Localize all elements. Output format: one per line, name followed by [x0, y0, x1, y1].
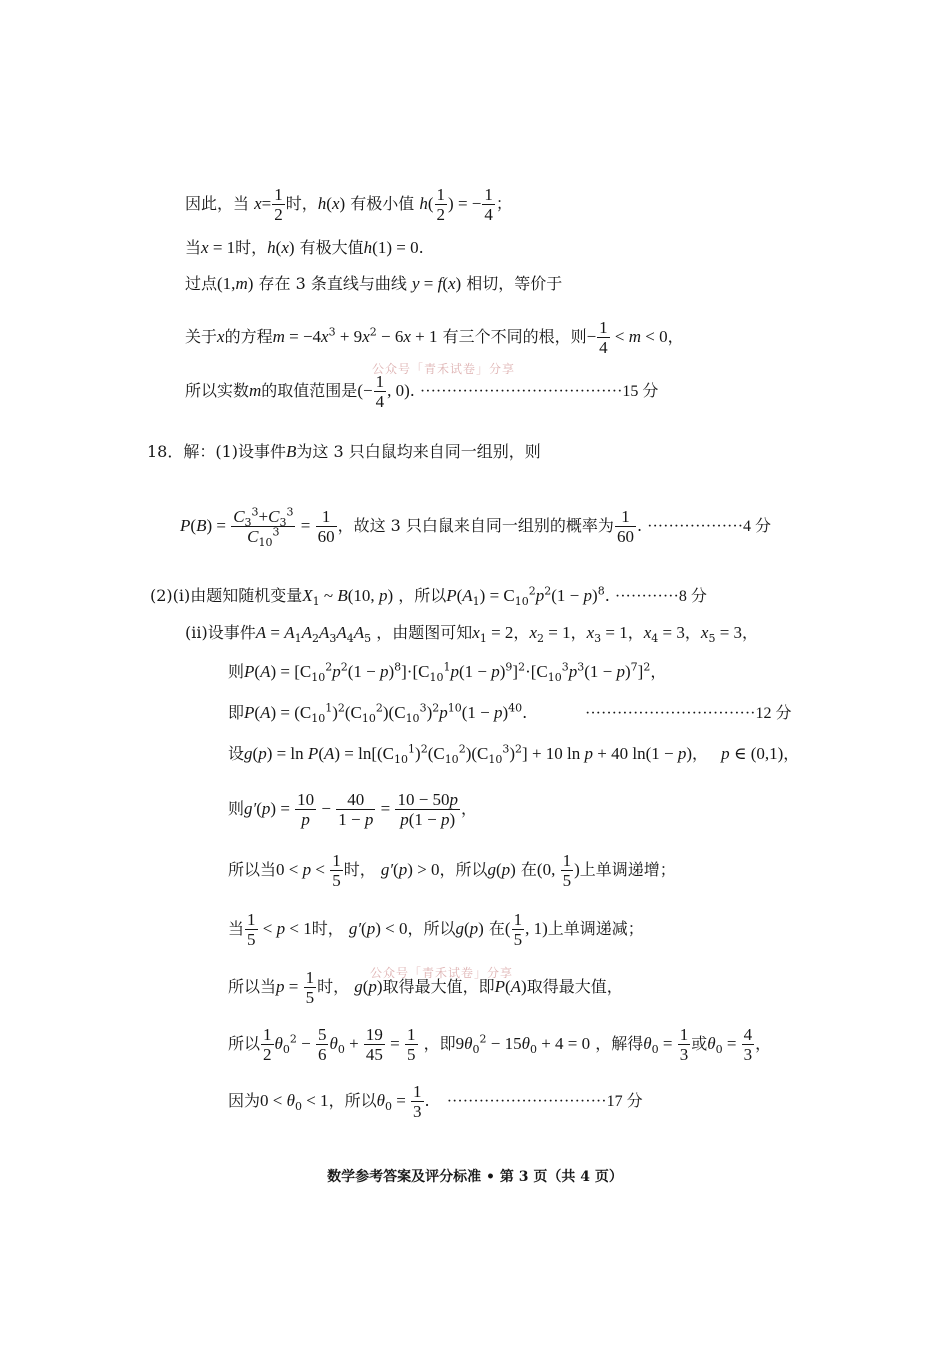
- score-17: 17 分: [606, 1093, 643, 1110]
- line-18-pa: 则$P(A) = [C_{10}^2p^2(1 - p)^8]\cdot[C_{10}^1p(1 - p)^9]^2\cdot[C_{10}^3p^3(1 - p)^7]^2$，: [228, 660, 667, 685]
- line-18-head: 18．解：(1)设事件B为这 3 只白鼠均来自同一组别，则: [147, 442, 541, 461]
- line-18-pb: P(B) = $\frac{C_3^3+C_3^3}{C_{10}^3}$ = $\frac{1}{60}$ ，故这 3 只白鼠来自同一组别的概率为 $\frac{1}{60}$ . ··················4 分: [180, 505, 772, 550]
- watermark-2: 公众号「青禾试卷」分享: [370, 966, 514, 980]
- line-18-g: 设$g(p) = \ln P(A) = \ln[(C_{10}^1)^2(C_{10}^2)(C_{10}^3)^2] + 10$ ln p + 40 ln(1 − p)， p ∈ (0,1)，: [228, 742, 800, 767]
- line-17-3: 过点(1,m) 存在 3 条直线与曲线 y = f(x) 相切，等价于: [185, 274, 563, 293]
- line-18-i: (2)(ⅰ)由题知随机变量$X_1$ ~ B(10, p) ，所以$P(A_1) = C_{10}^2p^2(1 - p)^8$. ············8 分: [150, 584, 707, 609]
- score-8: 8 分: [678, 588, 707, 605]
- line-18-max: 所以当p = $\frac{1}{5}$ 时， g(p)取得最大值，即P(A)取得最大值，: [228, 968, 623, 1007]
- page-footer: 数学参考答案及评分标准 • 第 3 页（共 4 页）: [327, 1169, 623, 1185]
- line-17-1: 因此，当 x= $\frac{1}{2}$ 时，h(x) 有极小值 h( $\frac{1}{2}$ ) = − $\frac{1}{4}$ ；: [185, 185, 512, 224]
- line-18-ii: (ⅱ)设事件$A = A_1A_2A_3A_4A_5$ ，由题图可知$x_1 = 2$，$x_2 = 1$，$x_3 = 1$，$x_4 = 3$，$x_5 = 3$，: [185, 623, 759, 646]
- score-12: 12 分: [755, 705, 792, 722]
- score-4: 4 分: [743, 518, 772, 535]
- line-17-4: 关于x的方程$m = -4x^3 + 9x^2 - 6x + 1$ 有三个不同的根，则− $\frac{1}{4}$ < m < 0，: [185, 318, 684, 357]
- line-18-eq: 所以 $\frac{1}{2}$ $\theta_0^2$ − $\frac{5}{6}$ $\theta_0$ + $\frac{19}{45}$ = $\frac{1}{5}$ ，即$9\theta_0^2 - 15\theta_0 + 4 = 0$ ，解得$\theta_0$ = $\frac{1}{3}$ 或$\theta_0$ = $\frac{4}{3}$ ，: [228, 1025, 772, 1064]
- line-18-dec: 当 $\frac{1}{5}$ < p < 1时， g′(p) < 0，所以g(p) 在( $\frac{1}{5}$ , 1)上单调递减；: [228, 910, 644, 949]
- line-17-5: 所以实数m的取值范围是(− $\frac{1}{4}$ , 0). ······································15 分: [185, 372, 659, 411]
- line-18-pa2: 即$P(A) = (C_{10}^1)^2(C_{10}^2)(C_{10}^3)^2p^{10}(1 - p)^{40}$.: [228, 701, 528, 726]
- line-18-res: 因为$0 < \theta_0 < 1$，所以$\theta_0$ = $\frac{1}{3}$ . ······························17 分: [228, 1082, 643, 1121]
- score-15: 15 分: [622, 383, 659, 400]
- line-18-gp: 则g′(p) = $\frac{10}{p}$ − $\frac{40}{1 - p}$ = $\frac{10 - 50p}{p(1 - p)}$ ，: [228, 790, 478, 829]
- line-17-2: 当x = 1时，h(x) 有极大值h(1) = 0.: [185, 238, 424, 257]
- line-18-inc: 所以当0 < p < $\frac{1}{5}$ 时， g′(p) > 0，所以g(p) 在(0, $\frac{1}{5}$ )上单调递增；: [228, 851, 676, 890]
- watermark: 公众号「青禾试卷」分享: [372, 362, 516, 376]
- line-18-pa2-score: ································12 分: [585, 705, 792, 722]
